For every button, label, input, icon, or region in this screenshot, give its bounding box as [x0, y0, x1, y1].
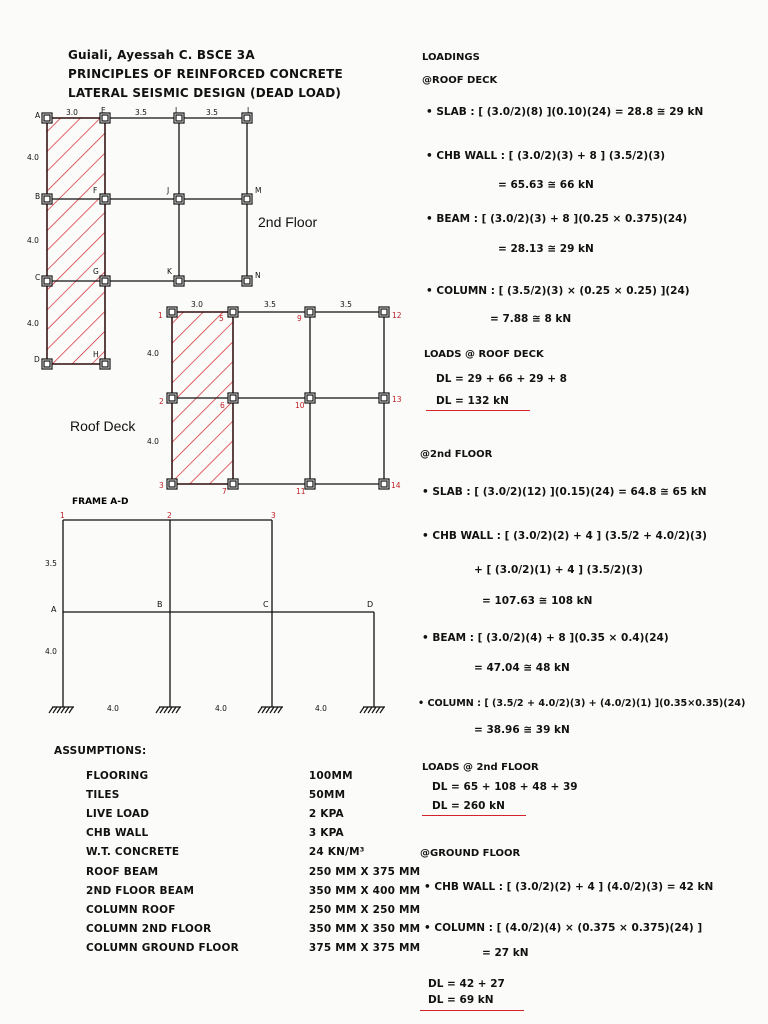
support-hatch	[278, 707, 282, 713]
table-row	[86, 920, 420, 939]
table-row	[86, 766, 420, 785]
column-square-inner	[169, 481, 175, 487]
assumption-value: 250 MM X 250 MM	[308, 903, 421, 916]
second-column-result: = 38.96 ≅ 39 kN	[474, 724, 570, 736]
node-label: 10	[295, 401, 305, 410]
column-square-inner	[102, 278, 108, 284]
roof-beam-calc: • BEAM : [ (3.0/2)(3) + 8 ](0.25 × 0.375)(24)	[426, 213, 688, 225]
bay-label: 4.0	[315, 704, 327, 713]
node-label: 9	[297, 314, 302, 323]
loading-calculations	[410, 0, 765, 1024]
support-hatch	[49, 707, 53, 713]
assumption-item: FLOORING	[86, 769, 149, 782]
node-label: L	[247, 106, 252, 115]
loads-roof-heading: LOADS @ ROOF DECK	[424, 349, 544, 360]
node-label: B	[157, 600, 163, 609]
assumption-value: 350 MM X 350 MM	[308, 923, 421, 936]
support-hatch	[270, 707, 274, 713]
node-label: 14	[391, 481, 401, 490]
table-row	[86, 939, 420, 958]
support-hatch	[380, 707, 384, 713]
node-label: 2	[159, 397, 164, 406]
column-square-inner	[44, 361, 50, 367]
node-label: 6	[220, 401, 225, 410]
support-hatch	[172, 707, 176, 713]
ground-column-result: = 27 kN	[482, 947, 529, 959]
assumption-item: LIVE LOAD	[86, 807, 150, 820]
assumption-item: W.T. CONCRETE	[86, 846, 180, 859]
roof-chb-calc: • CHB WALL : [ (3.0/2)(3) + 8 ] (3.5/2)(3)	[426, 150, 666, 162]
node-label: 5	[219, 314, 224, 323]
span-label: 3.5	[264, 300, 276, 309]
column-square-inner	[230, 481, 236, 487]
column-square-inner	[307, 309, 313, 315]
ground-dl-sum: DL = 42 + 27	[428, 978, 505, 990]
node-label: E	[101, 106, 106, 115]
assumption-item: COLUMN GROUND FLOOR	[86, 942, 239, 955]
node-label: F	[93, 186, 98, 195]
second-dl-total: DL = 260 kN	[432, 800, 505, 812]
node-label: I	[175, 106, 178, 115]
roof-chb-result: = 65.63 ≅ 66 kN	[498, 179, 594, 191]
support-hatch	[176, 707, 180, 713]
column-square-inner	[230, 309, 236, 315]
assumptions-table	[86, 766, 420, 958]
support-hatch	[168, 707, 172, 713]
support-hatch	[364, 707, 368, 713]
support-hatch	[262, 707, 266, 713]
table-row	[86, 804, 420, 823]
node-label: D	[34, 355, 40, 364]
support-hatch	[61, 707, 65, 713]
assumption-item: TILES	[86, 788, 120, 801]
bay-label: 4.0	[215, 704, 227, 713]
column-square-inner	[307, 395, 313, 401]
assumptions-title: ASSUMPTIONS:	[54, 745, 147, 757]
assumptions-block	[54, 745, 420, 958]
second-slab-calc: • SLAB : [ (3.0/2)(12) ](0.15)(24) = 64.8 ≅ 65 kN	[422, 486, 707, 498]
frame-a-d	[45, 497, 385, 713]
support-hatch	[266, 707, 270, 713]
second-beam-result: = 47.04 ≅ 48 kN	[474, 662, 570, 674]
ground-dl-total: DL = 69 kN	[428, 994, 494, 1006]
loads-second-heading: LOADS @ 2nd FLOOR	[422, 762, 539, 773]
column-square-inner	[176, 115, 182, 121]
underline	[420, 1010, 524, 1011]
roof-column-calc: • COLUMN : [ (3.5/2)(3) × (0.25 × 0.25) ](24)	[426, 285, 690, 297]
span-label: 3.0	[66, 108, 78, 117]
table-row	[86, 862, 420, 881]
column-square-inner	[307, 481, 313, 487]
table-row	[86, 824, 420, 843]
second-chb-calc: • CHB WALL : [ (3.0/2)(2) + 4 ] (3.5/2 + 4.0/2)(3)	[422, 530, 707, 542]
assumption-item: COLUMN ROOF	[86, 903, 176, 916]
assumption-value: 100MM	[308, 769, 353, 782]
column-square-inner	[381, 309, 387, 315]
assumption-item: 2ND FLOOR BEAM	[86, 884, 195, 897]
span-label: 4.0	[147, 349, 159, 358]
node-label: M	[255, 186, 262, 195]
second-beam-calc: • BEAM : [ (3.0/2)(4) + 8 ](0.35 × 0.4)(24)	[422, 632, 669, 644]
span-label: 3.5	[206, 108, 218, 117]
node-label: 1	[158, 311, 163, 320]
second-floor-heading: @2nd FLOOR	[420, 449, 493, 460]
roof-dl-total: DL = 132 kN	[436, 395, 509, 407]
node-label: N	[255, 271, 261, 280]
assumption-value: 50MM	[308, 788, 346, 801]
node-label: 13	[392, 395, 402, 404]
roof-beam-result: = 28.13 ≅ 29 kN	[498, 243, 594, 255]
support-hatch	[160, 707, 164, 713]
support-hatch	[164, 707, 168, 713]
node-label: 1	[60, 511, 65, 520]
column-square-inner	[176, 278, 182, 284]
column-square-inner	[244, 196, 250, 202]
frame-top-nodes	[60, 511, 276, 520]
bay-label: 4.0	[107, 704, 119, 713]
assumption-item: COLUMN 2ND FLOOR	[86, 923, 212, 936]
node-label: C	[263, 600, 269, 609]
node-label: B	[35, 192, 41, 201]
roof-deck-heading: @ROOF DECK	[422, 75, 498, 86]
roof-deck-plan	[147, 300, 402, 496]
span-label: 3.0	[191, 300, 203, 309]
column-square-inner	[169, 395, 175, 401]
node-label: 2	[167, 511, 172, 520]
node-label: 11	[296, 487, 306, 496]
support-hatch	[57, 707, 61, 713]
support-hatch	[372, 707, 376, 713]
roof-dl-sum: DL = 29 + 66 + 29 + 8	[436, 373, 567, 385]
column-square-inner	[44, 115, 50, 121]
roof-column-result: = 7.88 ≅ 8 kN	[490, 313, 572, 325]
column-square-inner	[102, 196, 108, 202]
second-dl-sum: DL = 65 + 108 + 48 + 39	[432, 781, 578, 793]
column-square-inner	[176, 196, 182, 202]
column-square-inner	[44, 278, 50, 284]
assumption-value: 350 MM X 400 MM	[308, 884, 421, 897]
span-label: 4.0	[27, 236, 39, 245]
node-label: 3	[159, 481, 164, 490]
topic-title: LATERAL SEISMIC DESIGN (DEAD LOAD)	[68, 86, 342, 100]
height-label: 3.5	[45, 559, 57, 568]
ground-floor-heading: @GROUND FLOOR	[420, 848, 521, 859]
node-label: 12	[392, 311, 402, 320]
span-label: 4.0	[147, 437, 159, 446]
loadings-title: LOADINGS	[422, 52, 480, 63]
column-square-inner	[244, 115, 250, 121]
node-label: 3	[271, 511, 276, 520]
course-title: PRINCIPLES OF REINFORCED CONCRETE	[68, 67, 343, 81]
assumption-item: CHB WALL	[86, 827, 149, 840]
span-label: 4.0	[27, 153, 39, 162]
frame-title: FRAME A-D	[72, 497, 129, 507]
support-hatch	[258, 707, 262, 713]
node-label: C	[35, 273, 41, 282]
node-label: J	[167, 186, 170, 195]
second-column-calc: • COLUMN : [ (3.5/2 + 4.0/2)(3) + (4.0/2)(1) ](0.35×0.35)(24)	[418, 698, 746, 709]
table-row	[86, 785, 420, 804]
table-row	[86, 881, 420, 900]
column-square-inner	[381, 481, 387, 487]
assumption-value: 375 MM X 375 MM	[308, 942, 421, 955]
support-hatch	[156, 707, 160, 713]
support-hatch	[69, 707, 73, 713]
span-label: 4.0	[27, 319, 39, 328]
span-label: 3.5	[340, 300, 352, 309]
column-square-inner	[244, 278, 250, 284]
node-label: D	[367, 600, 374, 609]
table-row	[86, 900, 420, 919]
span-label: 3.5	[135, 108, 147, 117]
table-row	[86, 843, 420, 862]
assumption-item: ROOF BEAM	[86, 865, 159, 878]
column-square-inner	[102, 115, 108, 121]
underline	[422, 815, 526, 816]
frame-dimensions	[45, 559, 327, 713]
node-label: H	[93, 350, 99, 359]
support-hatch	[368, 707, 372, 713]
column-square-inner	[169, 309, 175, 315]
student-name: Guiali, Ayessah C. BSCE 3A	[68, 48, 255, 62]
height-label: 4.0	[45, 647, 57, 656]
column-square-inner	[44, 196, 50, 202]
roof-deck-label: Roof Deck	[70, 418, 136, 434]
support-hatch	[53, 707, 57, 713]
second-chb-result: = 107.63 ≅ 108 kN	[482, 595, 593, 607]
second-floor-label: 2nd Floor	[258, 214, 318, 230]
column-square-inner	[230, 395, 236, 401]
support-hatch	[65, 707, 69, 713]
node-label: A	[51, 605, 57, 614]
assumption-value: 2 KPA	[308, 807, 344, 820]
assumption-value: 250 MM X 375 MM	[308, 865, 421, 878]
support-hatch	[274, 707, 278, 713]
node-label: G	[93, 267, 99, 276]
second-chb-calc-2: + [ (3.0/2)(1) + 4 ] (3.5/2)(3)	[474, 564, 643, 576]
support-hatch	[376, 707, 380, 713]
assumption-value: 3 KPA	[308, 827, 344, 840]
ground-chb-calc: • CHB WALL : [ (3.0/2)(2) + 4 ] (4.0/2)(3) = 42 kN	[424, 881, 714, 893]
column-square-inner	[102, 361, 108, 367]
column-square-inner	[381, 395, 387, 401]
ground-column-calc: • COLUMN : [ (4.0/2)(4) × (0.375 × 0.375)(24) ]	[424, 922, 703, 934]
assumption-value: 24 KN/M³	[308, 846, 365, 859]
support-hatch	[360, 707, 364, 713]
roof-slab-calc: • SLAB : [ (3.0/2)(8) ](0.10)(24) = 28.8 ≅ 29 kN	[426, 106, 704, 118]
node-label: 7	[222, 487, 227, 496]
hatched-area	[47, 118, 105, 364]
frame-members	[63, 520, 374, 707]
node-label: K	[167, 267, 172, 276]
underline	[426, 410, 530, 411]
node-label: A	[35, 111, 41, 120]
